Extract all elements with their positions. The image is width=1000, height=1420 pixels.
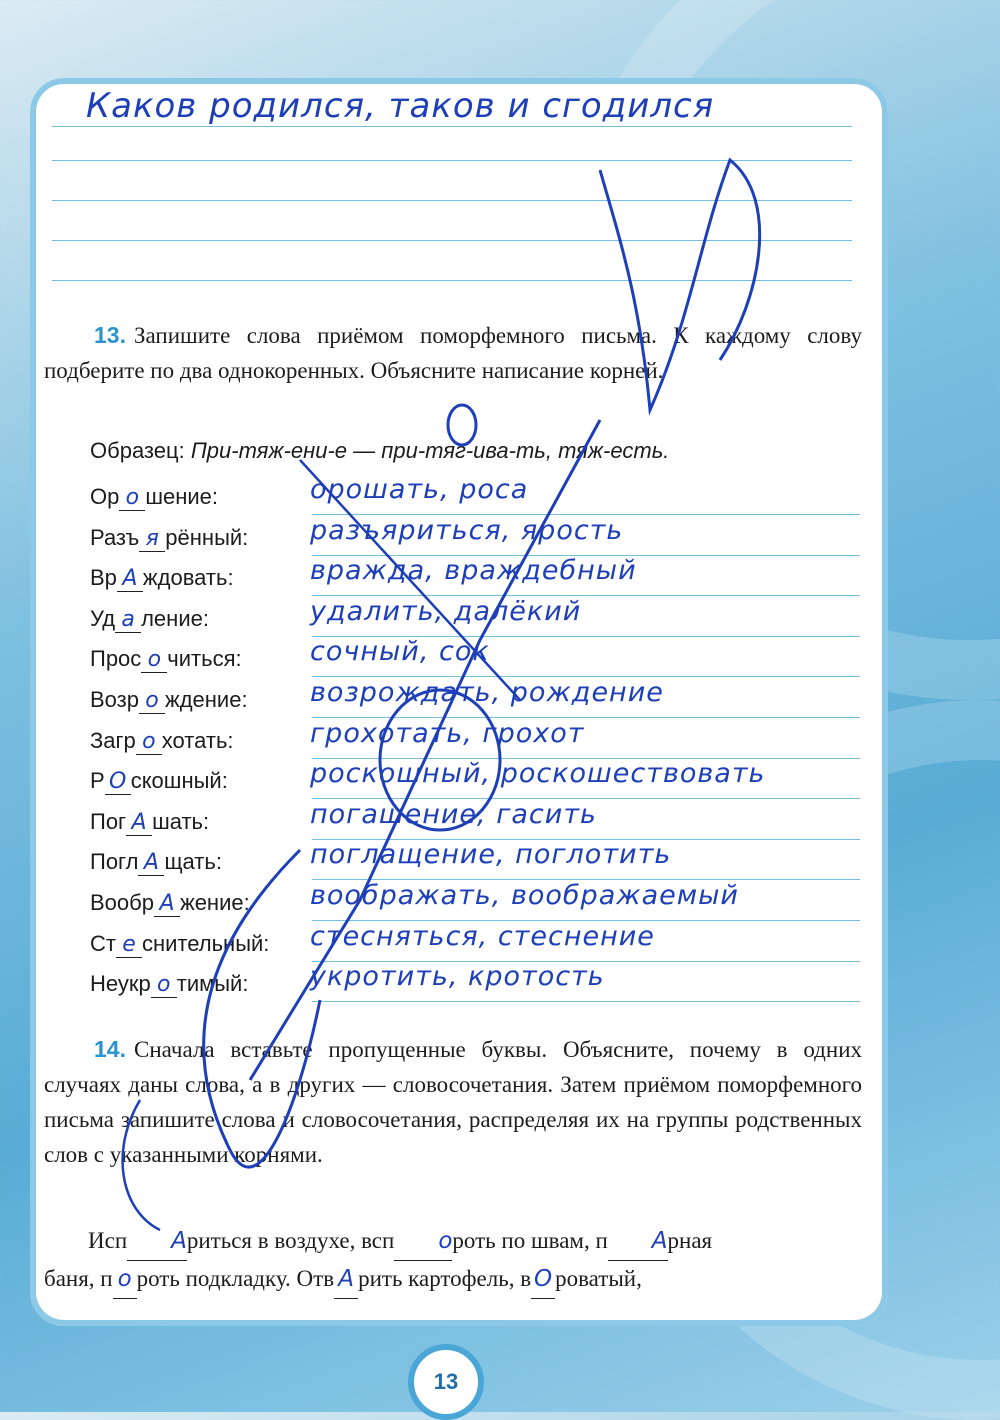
handwritten-answer: разъяриться, ярость (310, 514, 624, 546)
filled-letter: А (159, 891, 175, 916)
word-suffix: жение: (179, 890, 250, 915)
exercise-text: роть подкладку. Отв (136, 1266, 335, 1291)
filled-letter: о (125, 485, 140, 510)
filled-letter: о (145, 688, 159, 713)
exercise-text: Исп (88, 1228, 128, 1253)
filled-letter: е (122, 931, 136, 957)
sample-text: При-тяж-ени-е — при-тяг-ива-ть, тяж-есть. (190, 438, 670, 463)
filled-letter: я (145, 525, 159, 551)
filled-letter: А (122, 566, 138, 592)
word-suffix: снительный: (141, 930, 270, 956)
word-suffix: ждение: (164, 687, 248, 712)
task-13-text: Запишите слова приёмом поморфемного письма. К каждому слову подберите по два однокоренных. Объясните написание корней. (44, 323, 862, 383)
word-suffix: щать: (164, 849, 222, 875)
word-prefix: Погл (90, 849, 139, 875)
sample-label: Образец: (90, 438, 185, 463)
letter-blank[interactable]: А (334, 1260, 358, 1299)
scribble-stroke (300, 460, 520, 700)
handwritten-answer: грохотать, грохот (310, 717, 585, 749)
filled-letter: о (142, 728, 156, 754)
filled-letter: А (131, 809, 147, 835)
filled-letter: о (147, 647, 162, 673)
word-prefix: Ст (90, 930, 116, 956)
letter-blank[interactable]: о (113, 1260, 137, 1299)
scribble-stroke (250, 420, 600, 1080)
handwritten-answer: вражда, враждебный (310, 555, 637, 587)
scribble-stroke (123, 1100, 160, 1230)
word-prefix: Неукр (90, 971, 151, 997)
letter-blank[interactable]: А (608, 1222, 668, 1261)
handwritten-proverb: Каков родился, таков и сгодился (86, 86, 715, 126)
word-suffix: тимый: (176, 971, 249, 997)
task-14-text: Сначала вставьте пропущенные буквы. Объясните, почему в одних случаях даны слова, а в других — словосочетания. Затем приёмом поморфемного письма запишите слова и словосочетания, распределяя их на группы родственных слов с указанными корнями. (44, 1037, 862, 1167)
word-prefix: Ор (90, 484, 120, 509)
word-suffix: рённый: (165, 524, 249, 550)
handwritten-answer: орошать, роса (310, 474, 529, 505)
letter-blank[interactable]: О (531, 1260, 555, 1299)
exercise-text: роватый, (555, 1266, 642, 1291)
word-suffix: ждовать: (142, 565, 234, 591)
exercise-text: рная (667, 1228, 713, 1253)
task-14-number: 14. (94, 1036, 126, 1062)
filled-letter: А (143, 850, 159, 876)
scribble-stroke (204, 850, 320, 1167)
page-number: 13 (408, 1344, 484, 1420)
word-prefix: Пог (90, 808, 127, 834)
exercise-text: роть по швам, п (452, 1228, 608, 1253)
handwritten-answer: сочный, сок (310, 636, 490, 668)
word-prefix: Разъ (90, 524, 140, 550)
handwritten-answer: поглащение, поглотить (310, 839, 672, 871)
exercise-text: рить картофель, в (358, 1266, 532, 1291)
letter-blank[interactable]: о (394, 1222, 452, 1261)
letter-blank[interactable]: А (127, 1222, 187, 1261)
word-prefix: Вообр (90, 890, 154, 915)
word-prefix: Р (90, 768, 105, 794)
handwritten-answer: удалить, далёкий (310, 595, 582, 627)
handwritten-answer: стесняться, стеснение (310, 920, 655, 952)
scribble-stroke (448, 405, 476, 445)
filled-letter: а (121, 606, 135, 632)
word-suffix: шать: (152, 808, 210, 834)
word-suffix: шение: (145, 484, 219, 509)
word-prefix: Прос (90, 646, 142, 672)
word-prefix: Возр (90, 687, 139, 712)
word-suffix: хотать: (161, 727, 234, 753)
scribble-stroke (600, 160, 760, 410)
exercise-text: баня, п (44, 1266, 113, 1291)
handwritten-answer: укротить, кротость (310, 961, 605, 993)
task-13-number: 13. (94, 322, 126, 348)
exercise-text: риться в воздухе, всп (186, 1228, 395, 1253)
word-suffix: читься: (167, 646, 242, 672)
handwritten-answer: погашение, гасить (310, 798, 597, 830)
word-suffix: ление: (141, 605, 209, 631)
scribble-stroke (380, 690, 500, 830)
word-prefix: Уд (90, 605, 116, 631)
filled-letter: О (109, 769, 127, 795)
filled-letter: о (157, 972, 171, 998)
handwritten-answer: воображать, воображаемый (310, 880, 739, 911)
word-prefix: Вр (90, 565, 117, 591)
word-prefix: Загр (90, 727, 136, 753)
handwritten-answer: возрождать, рождение (310, 677, 664, 708)
word-suffix: скошный: (130, 768, 228, 794)
handwritten-answer: роскошный, роскошествовать (310, 758, 766, 790)
